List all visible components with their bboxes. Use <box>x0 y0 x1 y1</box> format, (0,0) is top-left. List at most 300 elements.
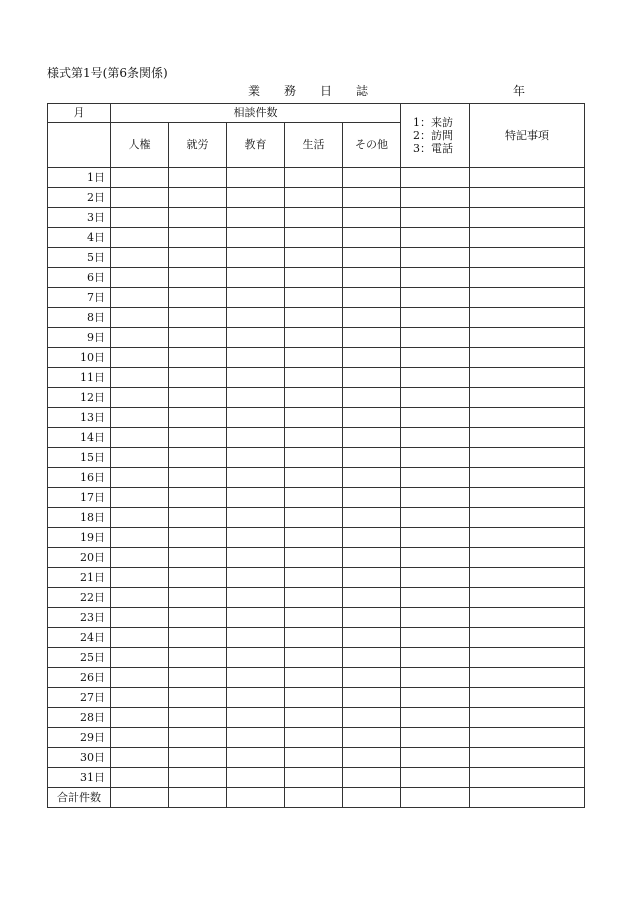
human-rights-count-cell[interactable] <box>111 688 169 708</box>
other-count-cell[interactable] <box>343 788 401 808</box>
human-rights-count-cell[interactable] <box>111 288 169 308</box>
employment-count-cell[interactable] <box>169 168 227 188</box>
special-notes-cell[interactable] <box>470 768 585 788</box>
other-count-cell[interactable] <box>343 188 401 208</box>
contact-type-cell[interactable] <box>401 588 470 608</box>
employment-count-cell[interactable] <box>169 408 227 428</box>
category-employment: 就労 <box>169 123 227 168</box>
education-count-cell[interactable] <box>227 168 285 188</box>
special-notes-cell[interactable] <box>470 548 585 568</box>
day-row <box>48 528 585 548</box>
day-label: 26日 <box>48 668 111 688</box>
day-label: 10日 <box>48 348 111 368</box>
day-label: 23日 <box>48 608 111 628</box>
day-label: 24日 <box>48 628 111 648</box>
employment-count-cell[interactable] <box>169 388 227 408</box>
human-rights-count-cell[interactable] <box>111 248 169 268</box>
education-count-cell[interactable] <box>227 288 285 308</box>
human-rights-count-cell[interactable] <box>111 168 169 188</box>
human-rights-count-cell[interactable] <box>111 628 169 648</box>
day-row <box>48 748 585 768</box>
special-notes-cell[interactable] <box>470 328 585 348</box>
human-rights-count-cell[interactable] <box>111 228 169 248</box>
human-rights-count-cell[interactable] <box>111 668 169 688</box>
living-count-cell[interactable] <box>285 568 343 588</box>
employment-count-cell[interactable] <box>169 768 227 788</box>
day-label: 8日 <box>48 308 111 328</box>
living-count-cell[interactable] <box>285 728 343 748</box>
education-count-cell[interactable] <box>227 768 285 788</box>
education-count-cell[interactable] <box>227 328 285 348</box>
employment-count-cell[interactable] <box>169 188 227 208</box>
other-count-cell[interactable] <box>343 388 401 408</box>
special-notes-cell[interactable] <box>470 268 585 288</box>
special-notes-cell[interactable] <box>470 428 585 448</box>
contact-code-phone: 3：電話 <box>413 142 453 155</box>
contact-type-cell[interactable] <box>401 628 470 648</box>
special-notes-cell[interactable] <box>470 448 585 468</box>
day-row <box>48 768 585 788</box>
contact-type-cell[interactable] <box>401 508 470 528</box>
special-notes-cell[interactable] <box>470 208 585 228</box>
living-count-cell[interactable] <box>285 268 343 288</box>
other-count-cell[interactable] <box>343 608 401 628</box>
category-education: 教育 <box>227 123 285 168</box>
human-rights-count-cell[interactable] <box>111 388 169 408</box>
education-count-cell[interactable] <box>227 308 285 328</box>
employment-count-cell[interactable] <box>169 508 227 528</box>
special-notes-cell[interactable] <box>470 628 585 648</box>
special-notes-cell[interactable] <box>470 728 585 748</box>
day-row <box>48 668 585 688</box>
day-label: 1日 <box>48 168 111 188</box>
living-count-cell[interactable] <box>285 668 343 688</box>
day-label: 20日 <box>48 548 111 568</box>
human-rights-count-cell[interactable] <box>111 588 169 608</box>
contact-type-cell[interactable] <box>401 648 470 668</box>
special-notes-cell[interactable] <box>470 388 585 408</box>
education-count-cell[interactable] <box>227 268 285 288</box>
contact-type-cell[interactable] <box>401 388 470 408</box>
employment-count-cell[interactable] <box>169 608 227 628</box>
employment-count-cell[interactable] <box>169 228 227 248</box>
day-label: 6日 <box>48 268 111 288</box>
contact-type-cell[interactable] <box>401 708 470 728</box>
education-count-cell[interactable] <box>227 188 285 208</box>
day-row <box>48 468 585 488</box>
day-row <box>48 648 585 668</box>
education-count-cell[interactable] <box>227 408 285 428</box>
human-rights-count-cell[interactable] <box>111 708 169 728</box>
other-count-cell[interactable] <box>343 268 401 288</box>
day-row <box>48 428 585 448</box>
employment-count-cell[interactable] <box>169 448 227 468</box>
day-label: 31日 <box>48 768 111 788</box>
day-label: 25日 <box>48 648 111 668</box>
living-count-cell[interactable] <box>285 528 343 548</box>
education-count-cell[interactable] <box>227 248 285 268</box>
employment-count-cell[interactable] <box>169 528 227 548</box>
human-rights-count-cell[interactable] <box>111 328 169 348</box>
living-count-cell[interactable] <box>285 548 343 568</box>
contact-type-cell[interactable] <box>401 448 470 468</box>
special-notes-cell[interactable] <box>470 688 585 708</box>
day-label: 17日 <box>48 488 111 508</box>
education-count-cell[interactable] <box>227 788 285 808</box>
employment-count-cell[interactable] <box>169 468 227 488</box>
contact-type-cell[interactable] <box>401 528 470 548</box>
living-count-cell[interactable] <box>285 288 343 308</box>
other-count-cell[interactable] <box>343 288 401 308</box>
human-rights-count-cell[interactable] <box>111 408 169 428</box>
special-notes-cell[interactable] <box>470 608 585 628</box>
living-count-cell[interactable] <box>285 328 343 348</box>
living-count-cell[interactable] <box>285 768 343 788</box>
contact-type-cell[interactable] <box>401 688 470 708</box>
living-count-cell[interactable] <box>285 588 343 608</box>
contact-type-cell[interactable] <box>401 668 470 688</box>
special-notes-cell[interactable] <box>470 508 585 528</box>
day-label: 9日 <box>48 328 111 348</box>
day-row <box>48 268 585 288</box>
education-count-cell[interactable] <box>227 228 285 248</box>
day-label: 27日 <box>48 688 111 708</box>
contact-type-cell[interactable] <box>401 168 470 188</box>
other-count-cell[interactable] <box>343 228 401 248</box>
contact-type-cell[interactable] <box>401 728 470 748</box>
living-count-cell[interactable] <box>285 248 343 268</box>
other-count-cell[interactable] <box>343 628 401 648</box>
special-notes-cell[interactable] <box>470 568 585 588</box>
employment-count-cell[interactable] <box>169 648 227 668</box>
contact-type-cell[interactable] <box>401 248 470 268</box>
other-count-cell[interactable] <box>343 528 401 548</box>
living-count-cell[interactable] <box>285 168 343 188</box>
human-rights-count-cell[interactable] <box>111 268 169 288</box>
special-notes-cell[interactable] <box>470 248 585 268</box>
form-number-label: 様式第1号(第6条関係) <box>47 66 168 80</box>
employment-count-cell[interactable] <box>169 708 227 728</box>
day-row <box>48 188 585 208</box>
human-rights-count-cell[interactable] <box>111 568 169 588</box>
living-count-cell[interactable] <box>285 648 343 668</box>
human-rights-count-cell[interactable] <box>111 728 169 748</box>
living-count-cell[interactable] <box>285 468 343 488</box>
special-notes-cell[interactable] <box>470 648 585 668</box>
day-label: 12日 <box>48 388 111 408</box>
contact-type-cell[interactable] <box>401 788 470 808</box>
human-rights-count-cell[interactable] <box>111 608 169 628</box>
education-count-cell[interactable] <box>227 448 285 468</box>
day-row <box>48 628 585 648</box>
year-label: 年 <box>513 84 526 98</box>
contact-type-cell[interactable] <box>401 748 470 768</box>
education-count-cell[interactable] <box>227 588 285 608</box>
employment-count-cell[interactable] <box>169 728 227 748</box>
living-count-cell[interactable] <box>285 368 343 388</box>
human-rights-count-cell[interactable] <box>111 508 169 528</box>
contact-type-cell[interactable] <box>401 328 470 348</box>
living-count-cell[interactable] <box>285 208 343 228</box>
education-count-cell[interactable] <box>227 208 285 228</box>
day-label: 19日 <box>48 528 111 548</box>
living-count-cell[interactable] <box>285 388 343 408</box>
employment-count-cell[interactable] <box>169 268 227 288</box>
other-count-cell[interactable] <box>343 448 401 468</box>
contact-type-cell[interactable] <box>401 368 470 388</box>
education-count-cell[interactable] <box>227 728 285 748</box>
special-notes-cell[interactable] <box>470 348 585 368</box>
employment-count-cell[interactable] <box>169 488 227 508</box>
day-label: 29日 <box>48 728 111 748</box>
special-notes-cell[interactable] <box>470 168 585 188</box>
contact-type-cell[interactable] <box>401 288 470 308</box>
education-count-cell[interactable] <box>227 508 285 528</box>
other-count-cell[interactable] <box>343 568 401 588</box>
human-rights-count-cell[interactable] <box>111 468 169 488</box>
day-row <box>48 708 585 728</box>
living-count-cell[interactable] <box>285 748 343 768</box>
education-count-cell[interactable] <box>227 368 285 388</box>
other-count-cell[interactable] <box>343 708 401 728</box>
day-row <box>48 388 585 408</box>
special-notes-cell[interactable] <box>470 748 585 768</box>
human-rights-count-cell[interactable] <box>111 428 169 448</box>
day-row <box>48 408 585 428</box>
contact-type-cell[interactable] <box>401 408 470 428</box>
day-label: 11日 <box>48 368 111 388</box>
category-living: 生活 <box>285 123 343 168</box>
human-rights-count-cell[interactable] <box>111 788 169 808</box>
contact-type-cell[interactable] <box>401 188 470 208</box>
education-count-cell[interactable] <box>227 748 285 768</box>
employment-count-cell[interactable] <box>169 248 227 268</box>
other-count-cell[interactable] <box>343 308 401 328</box>
document-title: 業 務 日 誌 <box>248 84 369 98</box>
day-label: 15日 <box>48 448 111 468</box>
living-count-cell[interactable] <box>285 188 343 208</box>
living-count-cell[interactable] <box>285 508 343 528</box>
day-label: 2日 <box>48 188 111 208</box>
contact-type-cell[interactable] <box>401 488 470 508</box>
special-notes-cell[interactable] <box>470 188 585 208</box>
living-count-cell[interactable] <box>285 688 343 708</box>
employment-count-cell[interactable] <box>169 208 227 228</box>
other-count-cell[interactable] <box>343 548 401 568</box>
living-count-cell[interactable] <box>285 708 343 728</box>
day-label: 5日 <box>48 248 111 268</box>
special-notes-cell[interactable] <box>470 228 585 248</box>
living-count-cell[interactable] <box>285 408 343 428</box>
education-count-cell[interactable] <box>227 468 285 488</box>
month-entry-cell[interactable] <box>48 123 111 168</box>
education-count-cell[interactable] <box>227 348 285 368</box>
living-count-cell[interactable] <box>285 228 343 248</box>
day-row <box>48 348 585 368</box>
education-count-cell[interactable] <box>227 388 285 408</box>
other-count-cell[interactable] <box>343 408 401 428</box>
living-count-cell[interactable] <box>285 608 343 628</box>
day-row <box>48 368 585 388</box>
education-count-cell[interactable] <box>227 488 285 508</box>
human-rights-count-cell[interactable] <box>111 648 169 668</box>
education-count-cell[interactable] <box>227 528 285 548</box>
special-notes-header: 特記事項 <box>470 104 585 168</box>
living-count-cell[interactable] <box>285 448 343 468</box>
other-count-cell[interactable] <box>343 648 401 668</box>
human-rights-count-cell[interactable] <box>111 188 169 208</box>
other-count-cell[interactable] <box>343 208 401 228</box>
other-count-cell[interactable] <box>343 428 401 448</box>
header-row-top <box>48 104 585 123</box>
contact-type-cell[interactable] <box>401 308 470 328</box>
employment-count-cell[interactable] <box>169 748 227 768</box>
special-notes-cell[interactable] <box>470 528 585 548</box>
day-label: 30日 <box>48 748 111 768</box>
business-journal-table <box>47 103 585 808</box>
total-row <box>48 788 585 808</box>
other-count-cell[interactable] <box>343 468 401 488</box>
employment-count-cell[interactable] <box>169 688 227 708</box>
day-row <box>48 288 585 308</box>
contact-type-cell[interactable] <box>401 768 470 788</box>
consultations-header: 相談件数 <box>111 104 401 123</box>
special-notes-cell[interactable] <box>470 788 585 808</box>
day-row <box>48 728 585 748</box>
living-count-cell[interactable] <box>285 488 343 508</box>
education-count-cell[interactable] <box>227 708 285 728</box>
other-count-cell[interactable] <box>343 248 401 268</box>
human-rights-count-cell[interactable] <box>111 488 169 508</box>
day-label: 13日 <box>48 408 111 428</box>
human-rights-count-cell[interactable] <box>111 368 169 388</box>
living-count-cell[interactable] <box>285 428 343 448</box>
contact-type-cell[interactable] <box>401 548 470 568</box>
category-human-rights: 人権 <box>111 123 169 168</box>
contact-type-cell[interactable] <box>401 268 470 288</box>
contact-type-cell[interactable] <box>401 208 470 228</box>
contact-type-cell[interactable] <box>401 348 470 368</box>
month-header[interactable]: 月 <box>48 104 111 123</box>
category-other: その他 <box>343 123 401 168</box>
employment-count-cell[interactable] <box>169 288 227 308</box>
total-label: 合計件数 <box>48 788 111 808</box>
employment-count-cell[interactable] <box>169 368 227 388</box>
education-count-cell[interactable] <box>227 568 285 588</box>
living-count-cell[interactable] <box>285 348 343 368</box>
employment-count-cell[interactable] <box>169 668 227 688</box>
other-count-cell[interactable] <box>343 588 401 608</box>
other-count-cell[interactable] <box>343 328 401 348</box>
day-row <box>48 448 585 468</box>
human-rights-count-cell[interactable] <box>111 768 169 788</box>
employment-count-cell[interactable] <box>169 788 227 808</box>
special-notes-cell[interactable] <box>470 488 585 508</box>
human-rights-count-cell[interactable] <box>111 548 169 568</box>
day-row <box>48 308 585 328</box>
education-count-cell[interactable] <box>227 428 285 448</box>
day-label: 21日 <box>48 568 111 588</box>
other-count-cell[interactable] <box>343 768 401 788</box>
day-row <box>48 688 585 708</box>
contact-type-cell[interactable] <box>401 608 470 628</box>
employment-count-cell[interactable] <box>169 428 227 448</box>
day-row <box>48 488 585 508</box>
day-row <box>48 588 585 608</box>
human-rights-count-cell[interactable] <box>111 308 169 328</box>
contact-type-cell[interactable] <box>401 428 470 448</box>
day-label: 14日 <box>48 428 111 448</box>
contact-type-cell[interactable] <box>401 468 470 488</box>
day-row <box>48 228 585 248</box>
day-label: 22日 <box>48 588 111 608</box>
living-count-cell[interactable] <box>285 308 343 328</box>
contact-type-cell[interactable] <box>401 568 470 588</box>
special-notes-cell[interactable] <box>470 408 585 428</box>
special-notes-cell[interactable] <box>470 468 585 488</box>
education-count-cell[interactable] <box>227 628 285 648</box>
special-notes-cell[interactable] <box>470 368 585 388</box>
day-label: 18日 <box>48 508 111 528</box>
education-count-cell[interactable] <box>227 668 285 688</box>
contact-type-legend <box>401 104 470 168</box>
day-row <box>48 328 585 348</box>
other-count-cell[interactable] <box>343 368 401 388</box>
other-count-cell[interactable] <box>343 668 401 688</box>
day-row <box>48 568 585 588</box>
human-rights-count-cell[interactable] <box>111 208 169 228</box>
human-rights-count-cell[interactable] <box>111 748 169 768</box>
education-count-cell[interactable] <box>227 648 285 668</box>
special-notes-cell[interactable] <box>470 668 585 688</box>
human-rights-count-cell[interactable] <box>111 448 169 468</box>
special-notes-cell[interactable] <box>470 308 585 328</box>
education-count-cell[interactable] <box>227 548 285 568</box>
human-rights-count-cell[interactable] <box>111 348 169 368</box>
special-notes-cell[interactable] <box>470 288 585 308</box>
day-label: 16日 <box>48 468 111 488</box>
other-count-cell[interactable] <box>343 688 401 708</box>
other-count-cell[interactable] <box>343 508 401 528</box>
living-count-cell[interactable] <box>285 788 343 808</box>
employment-count-cell[interactable] <box>169 628 227 648</box>
special-notes-cell[interactable] <box>470 588 585 608</box>
human-rights-count-cell[interactable] <box>111 528 169 548</box>
contact-code-visit: 1：来訪 <box>413 116 453 129</box>
other-count-cell[interactable] <box>343 488 401 508</box>
employment-count-cell[interactable] <box>169 348 227 368</box>
contact-code-outreach: 2：訪問 <box>413 129 453 142</box>
employment-count-cell[interactable] <box>169 328 227 348</box>
education-count-cell[interactable] <box>227 608 285 628</box>
education-count-cell[interactable] <box>227 688 285 708</box>
day-row <box>48 248 585 268</box>
employment-count-cell[interactable] <box>169 568 227 588</box>
employment-count-cell[interactable] <box>169 308 227 328</box>
living-count-cell[interactable] <box>285 628 343 648</box>
day-row <box>48 208 585 228</box>
employment-count-cell[interactable] <box>169 548 227 568</box>
other-count-cell[interactable] <box>343 728 401 748</box>
other-count-cell[interactable] <box>343 348 401 368</box>
contact-type-cell[interactable] <box>401 228 470 248</box>
employment-count-cell[interactable] <box>169 588 227 608</box>
other-count-cell[interactable] <box>343 748 401 768</box>
special-notes-cell[interactable] <box>470 708 585 728</box>
day-label: 7日 <box>48 288 111 308</box>
day-label: 4日 <box>48 228 111 248</box>
other-count-cell[interactable] <box>343 168 401 188</box>
